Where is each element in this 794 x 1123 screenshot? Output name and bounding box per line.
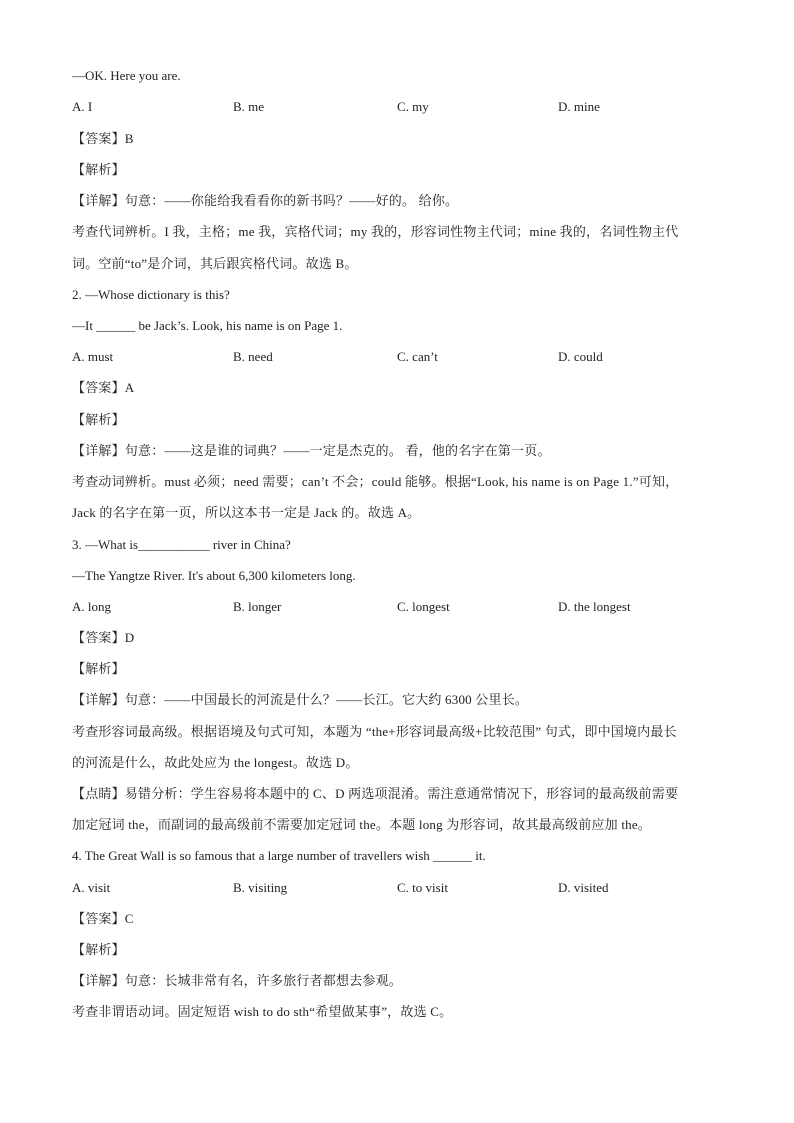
q4-option-c: C. to visit xyxy=(397,880,448,895)
q2-explanation-1: 考查动词辨析。must 必须；need 需要；can’t 不会；could 能够。根据“Look, his name is on Page 1.”可知， xyxy=(72,474,679,489)
q2-question: 2. —Whose dictionary is this? xyxy=(72,287,230,302)
q4-option-b: B. visiting xyxy=(233,880,288,895)
q1-detail: 【详解】句意：——你能给我看看你的新书吗？——好的。 给你。 xyxy=(72,193,459,208)
q3-tip-1: 【点睛】易错分析：学生容易将本题中的 C、D 两选项混淆。需注意通常情况下，形容词的最高级前需要 xyxy=(72,786,679,801)
q3-question-line-2: —The Yangtze River. It's about 6,300 kilometers long. xyxy=(72,568,356,583)
q2-option-d: D. could xyxy=(558,349,603,364)
q1-option-c: C. my xyxy=(397,99,429,114)
q3-explanation-1: 考查形容词最高级。根据语境及句式可知，本题为 “the+形容词最高级+比较范围” 句式，即中国境内最长 xyxy=(72,724,677,739)
q4-explanation-1: 考查非谓语动词。固定短语 wish to do sth“希望做某事”，故选 C。 xyxy=(72,1004,453,1019)
q4-analysis-heading: 【解析】 xyxy=(72,942,125,957)
q1-explanation-1: 考查代词辨析。I 我，主格；me 我，宾格代词；my 我的，形容词性物主代词；mine 我的，名词性物主代 xyxy=(72,224,679,239)
q3-tip-2: 加定冠词 the，而副词的最高级前不需要加定冠词 the。本题 long 为形容词，故其最高级前应加 the。 xyxy=(72,817,652,832)
q3-detail: 【详解】句意：——中国最长的河流是什么？——长江。它大约 6300 公里长。 xyxy=(72,692,529,707)
q2-analysis-heading: 【解析】 xyxy=(72,412,125,427)
q2-option-a: A. must xyxy=(72,349,114,364)
q2-option-c: C. can’t xyxy=(397,349,438,364)
q4-answer: 【答案】C xyxy=(72,911,134,926)
q4-option-a: A. visit xyxy=(72,880,111,895)
q2-answer: 【答案】A xyxy=(72,380,135,395)
q3-question: 3. —What is___________ river in China? xyxy=(72,537,291,552)
q4-option-d: D. visited xyxy=(558,880,609,895)
q4-detail: 【详解】句意：长城非常有名，许多旅行者都想去参观。 xyxy=(72,973,403,988)
q3-option-c: C. longest xyxy=(397,599,450,614)
q2-option-b: B. need xyxy=(233,349,273,364)
q1-answer-line: —OK. Here you are. xyxy=(72,68,181,83)
q3-analysis-heading: 【解析】 xyxy=(72,661,125,676)
q2-detail: 【详解】句意：——这是谁的词典？——一定是杰克的。 看，他的名字在第一页。 xyxy=(72,443,551,458)
q2-question-line-2: —It ______ be Jack’s. Look, his name is on Page 1. xyxy=(72,318,343,333)
q2-explanation-2: Jack 的名字在第一页，所以这本书一定是 Jack 的。故选 A。 xyxy=(72,505,421,520)
q3-answer: 【答案】D xyxy=(72,630,135,645)
q1-explanation-2: 词。空前“to”是介词，其后跟宾格代词。故选 B。 xyxy=(72,256,358,271)
q1-option-d: D. mine xyxy=(558,99,600,114)
q3-option-b: B. longer xyxy=(233,599,282,614)
q3-explanation-2: 的河流是什么，故此处应为 the longest。故选 D。 xyxy=(72,755,359,770)
q3-option-d: D. the longest xyxy=(558,599,631,614)
q1-analysis-heading: 【解析】 xyxy=(72,162,125,177)
q1-option-a: A. I xyxy=(72,99,93,114)
q4-question: 4. The Great Wall is so famous that a large number of travellers wish ______ it. xyxy=(72,848,486,863)
q1-option-b: B. me xyxy=(233,99,265,114)
q3-option-a: A. long xyxy=(72,599,111,614)
q1-answer: 【答案】B xyxy=(72,131,134,146)
